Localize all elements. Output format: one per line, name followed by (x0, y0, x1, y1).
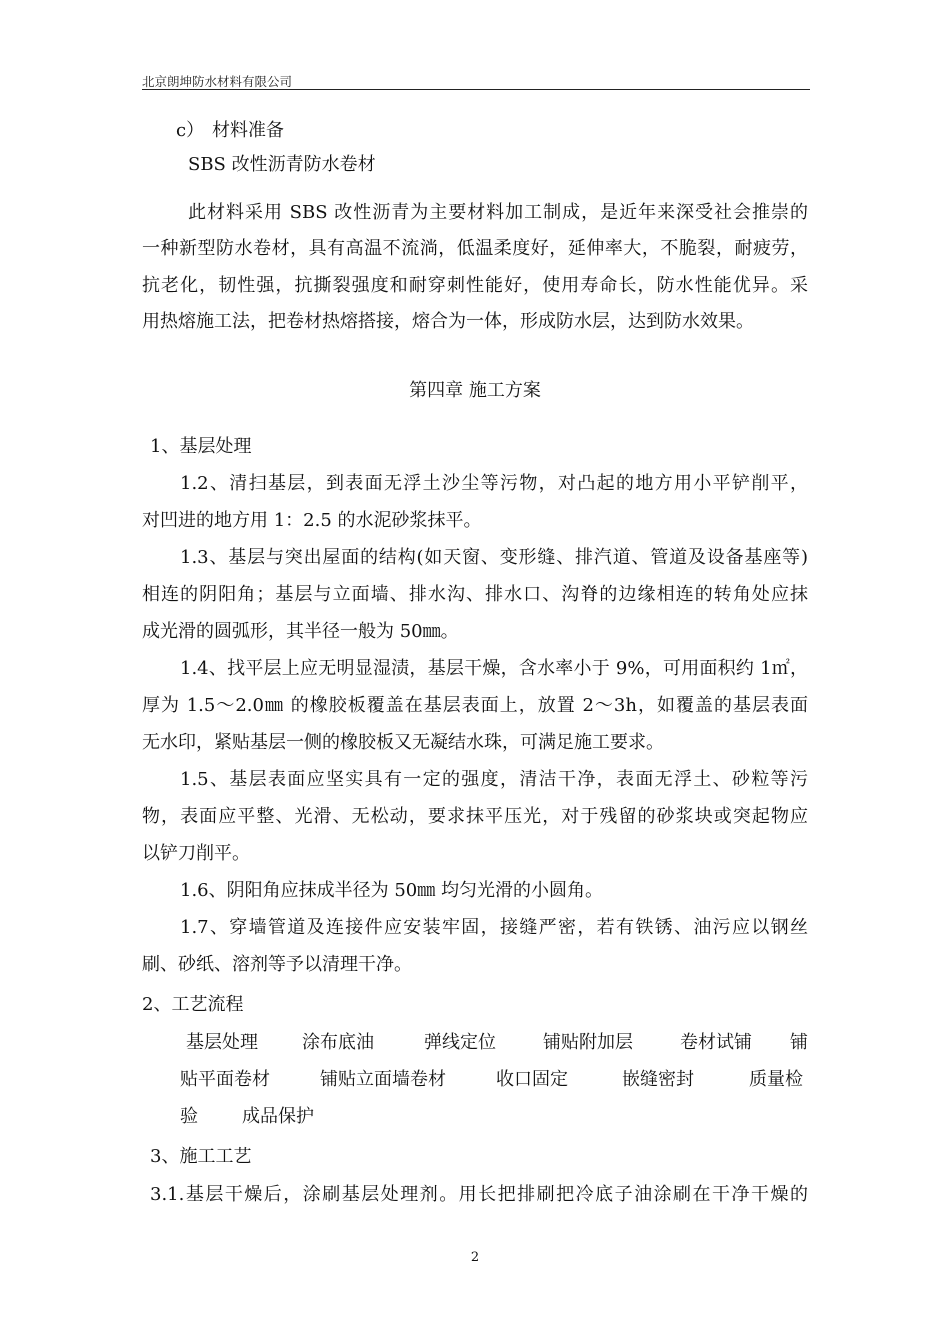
section-c-title: 材料准备 (212, 120, 284, 141)
para-line: 抗老化，韧性强，抗撕裂强度和耐穿刺性能好，使用寿命长，防水性能优异。采 (142, 275, 808, 296)
para-line: 成光滑的圆弧形，其半径一般为 50㎜。 (142, 621, 459, 642)
para-line: 1.3、基层与突出屋面的结构(如天窗、变形缝、排汽道、管道及设备基座等) (180, 547, 808, 568)
section-1-heading: 1、基层处理 (150, 436, 252, 457)
section-3-heading: 3、施工工艺 (150, 1146, 252, 1167)
section-2-heading: 2、工艺流程 (142, 994, 244, 1015)
flow-step: 铺贴立面墙卷材 (320, 1069, 446, 1090)
flow-step: 基层处理 (186, 1032, 258, 1053)
para-line: 物，表面应平整、光滑、无松动，要求抹平压光，对于残留的砂浆块或突起物应 (142, 806, 808, 827)
para-line: 3.1.基层干燥后，涂刷基层处理剂。用长把排刷把冷底子油涂刷在干净干燥的 (150, 1184, 808, 1205)
para-line: 以铲刀削平。 (142, 843, 250, 864)
para-line: 一种新型防水卷材，具有高温不流淌，低温柔度好，延伸率大，不脆裂，耐疲劳， (142, 238, 808, 259)
para-line: 厚为 1.5～2.0㎜ 的橡胶板覆盖在基层表面上，放置 2～3h，如覆盖的基层表面 (142, 695, 808, 716)
section-c-subtitle: SBS 改性沥青防水卷材 (188, 154, 376, 175)
para-line: 1.4、找平层上应无明显湿渍，基层干燥，含水率小于 9%，可用面积约 1㎡， (180, 658, 808, 679)
flow-step: 铺 (790, 1032, 808, 1053)
para-line: 用热熔施工法，把卷材热熔搭接，熔合为一体，形成防水层，达到防水效果。 (142, 311, 754, 332)
header-rule (142, 89, 810, 90)
para-line: 1.2、清扫基层，到表面无浮土沙尘等污物，对凸起的地方用小平铲削平， (180, 473, 808, 494)
flow-step: 涂布底油 (302, 1032, 374, 1053)
para-line: 1.6、阴阳角应抹成半径为 50㎜ 均匀光滑的小圆角。 (180, 880, 603, 901)
flow-step: 嵌缝密封 (622, 1069, 694, 1090)
page-number: 2 (470, 1250, 480, 1265)
para-line: 刷、砂纸、溶剂等予以清理干净。 (142, 954, 412, 975)
flow-step: 弹线定位 (424, 1032, 496, 1053)
flow-step: 贴平面卷材 (180, 1069, 270, 1090)
header-company: 北京朗坤防水材料有限公司 (142, 74, 293, 89)
para-line: 1.5、基层表面应坚实具有一定的强度，清洁干净，表面无浮土、砂粒等污 (180, 769, 808, 790)
para-line: 此材料采用 SBS 改性沥青为主要材料加工制成，是近年来深受社会推崇的 (188, 202, 808, 223)
section-c-label: c） (176, 120, 205, 141)
para-line: 1.7、穿墙管道及连接件应安装牢固，接缝严密，若有铁锈、油污应以钢丝 (180, 917, 808, 938)
flow-step: 成品保护 (242, 1106, 314, 1127)
flow-step: 收口固定 (496, 1069, 568, 1090)
para-line: 无水印，紧贴基层一侧的橡胶板又无凝结水珠，可满足施工要求。 (142, 732, 664, 753)
para-line: 相连的阴阳角；基层与立面墙、排水沟、排水口、沟脊的边缘相连的转角处应抹 (142, 584, 808, 605)
chapter-title: 第四章 施工方案 (409, 380, 541, 401)
flow-step: 铺贴附加层 (543, 1032, 633, 1053)
flow-step: 卷材试铺 (680, 1032, 752, 1053)
flow-step: 质量检 (749, 1069, 803, 1090)
para-line: 对凹进的地方用 1：2.5 的水泥砂浆抹平。 (142, 510, 482, 531)
flow-step: 验 (180, 1106, 198, 1127)
